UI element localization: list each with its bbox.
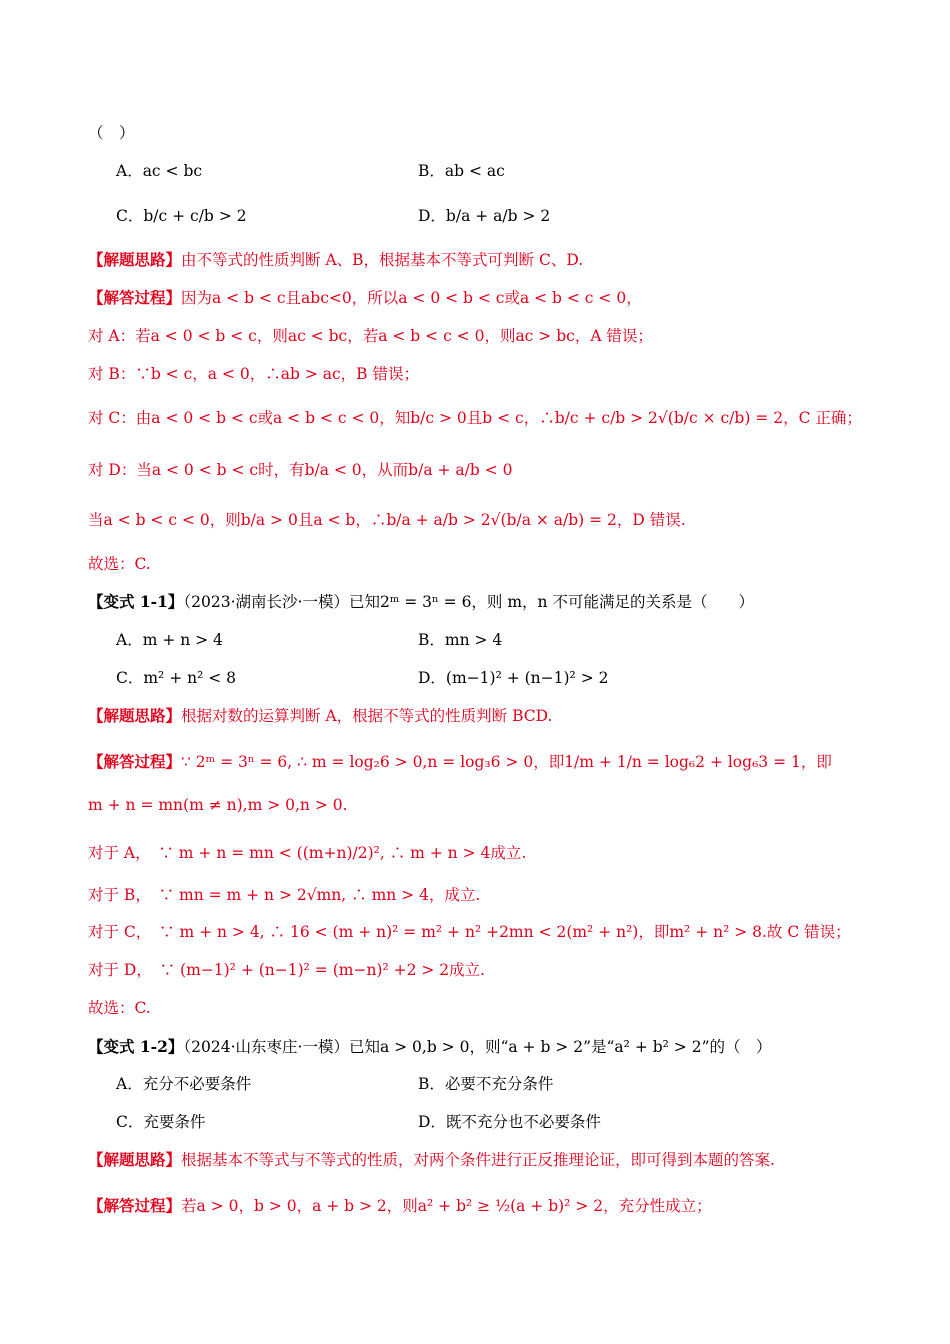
variant-1-2-stem: 【变式 1-2】（2024·山东枣庄·一模）已知a > 0,b > 0，则“a + b > 2”是“a² + b² > 2”的（ ） [88, 1037, 772, 1056]
option-c: C．充要条件 [116, 1113, 206, 1131]
option-b: B．ab < ac [418, 162, 505, 180]
section-label: 【解答过程】 [88, 288, 182, 307]
option-d: D．既不充分也不必要条件 [418, 1113, 601, 1131]
solution-step: 对 B：∵b < c，a < 0，∴ab > ac，B 错误； [88, 365, 419, 383]
solution-step: 对 A：若a < 0 < b < c，则ac < bc，若a < b < c < 0，则ac > bc，A 错误； [88, 327, 653, 345]
solution-step: 对于 B， ∵ mn = m + n > 2√mn, ∴ mn > 4，成立. [88, 886, 481, 904]
option-d: D．(m−1)² + (n−1)² > 2 [418, 669, 609, 687]
section-label: 【解题思路】 [88, 706, 182, 725]
option-a: A．ac < bc [116, 162, 203, 180]
solution-step: 对于 C， ∵ m + n > 4, ∴ 16 < (m + n)² = m² + n² +2mn < 2(m² + n²)，即m² + n² > 8.故 C 错误； [88, 923, 851, 941]
solution-idea: 【解题思路】根据基本不等式与不等式的性质，对两个条件进行正反推理论证，即可得到本题的答案. [88, 1150, 775, 1169]
section-label: 【解答过程】 [88, 1196, 182, 1215]
solution-idea: 【解题思路】由不等式的性质判断 A、B，根据基本不等式可判断 C、D. [88, 250, 584, 269]
option-b: B．必要不充分条件 [418, 1075, 554, 1093]
option-d: D．b/a + a/b > 2 [418, 207, 551, 225]
option-c: C．m² + n² < 8 [116, 669, 237, 687]
solution-step: 【解答过程】∵ 2ᵐ = 3ⁿ = 6, ∴ m = log₂6 > 0,n = log₃6 > 0，即1/m + 1/n = log₆2 + log₆3 = 1，即 [88, 752, 832, 771]
solution-step: 对于 A， ∵ m + n = mn < ((m+n)/2)², ∴ m + n > 4成立. [88, 844, 527, 862]
solution-step: m + n = mn(m ≠ n),m > 0,n > 0. [88, 796, 348, 814]
solution-step: 对 D：当a < 0 < b < c时，有b/a < 0，从而b/a + a/b < 0 [88, 461, 513, 479]
solution-step: 对 C：由a < 0 < b < c或a < b < c < 0，知b/c > 0且b < c，∴b/c + c/b > 2√(b/c × c/b) = 2，C 正确； [88, 409, 862, 427]
question-paren: （ ） [88, 124, 135, 142]
section-label: 【解答过程】 [88, 752, 182, 771]
solution-step: 【解答过程】若a > 0，b > 0，a + b > 2，则a² + b² ≥ ½(a + b)² > 2，充分性成立； [88, 1196, 712, 1215]
section-label: 【变式 1-2】 [88, 1037, 184, 1056]
solution-step: 当a < b < c < 0，则b/a > 0且a < b，∴b/a + a/b > 2√(b/a × a/b) = 2，D 错误. [88, 511, 686, 529]
section-label: 【解题思路】 [88, 250, 182, 269]
option-a: A．充分不必要条件 [116, 1075, 252, 1093]
final-answer: 故选：C. [88, 555, 151, 573]
final-answer: 故选：C. [88, 999, 151, 1017]
solution-step: 【解答过程】因为a < b < c且abc<0，所以a < 0 < b < c或a < b < c < 0， [88, 288, 642, 307]
solution-idea: 【解题思路】根据对数的运算判断 A，根据不等式的性质判断 BCD. [88, 706, 553, 725]
option-a: A．m + n > 4 [116, 631, 223, 649]
section-label: 【变式 1-1】 [88, 592, 184, 611]
variant-1-1-stem: 【变式 1-1】（2023·湖南长沙·一模）已知2ᵐ = 3ⁿ = 6，则 m，n 不可能满足的关系是（ ） [88, 592, 754, 611]
option-c: C．b/c + c/b > 2 [116, 207, 247, 225]
section-label: 【解题思路】 [88, 1150, 182, 1169]
option-b: B．mn > 4 [418, 631, 503, 649]
solution-step: 对于 D， ∵ (m−1)² + (n−1)² = (m−n)² +2 > 2成立. [88, 961, 486, 979]
